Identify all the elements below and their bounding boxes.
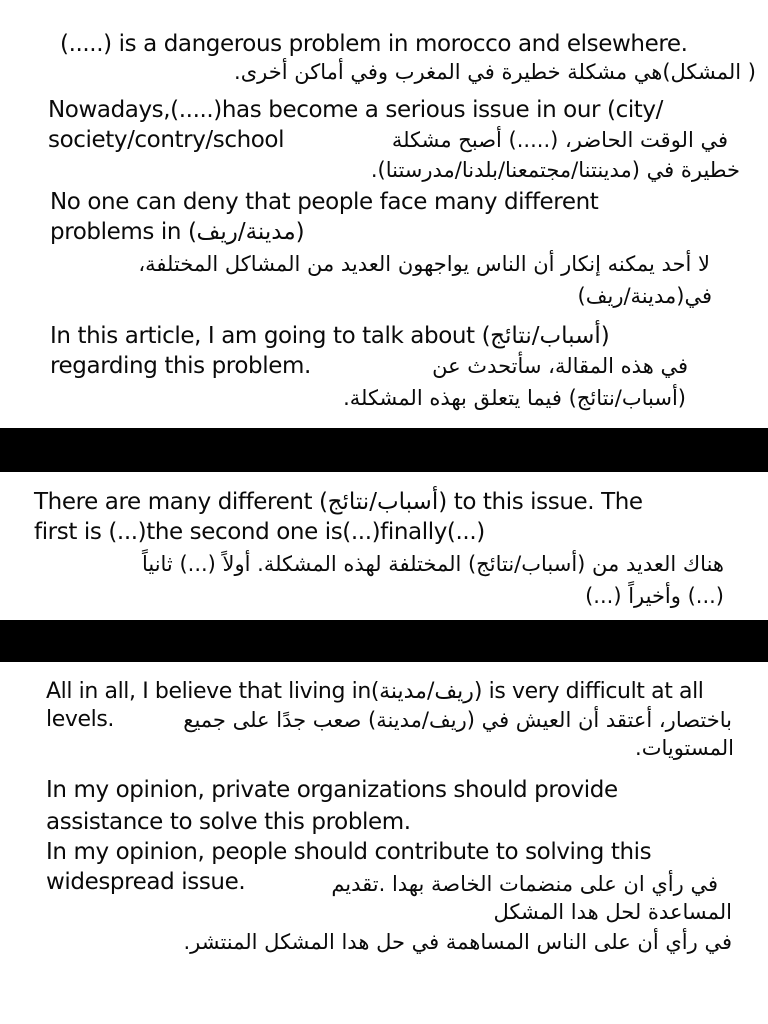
text-line: في الوقت الحاضر، (.....) أصبح مشكلة: [391, 128, 728, 152]
text-line: In this article, I am going to talk about (أسباب/نتائج): [50, 323, 610, 349]
text-line: المستويات.: [635, 736, 734, 760]
text-line: المساعدة لحل هدا المشكل: [493, 900, 732, 924]
text-line: levels.: [46, 707, 114, 732]
text-line: لا أحد يمكنه إنكار أن الناس يواجهون العديد من المشاكل المختلفة،: [138, 252, 710, 276]
text-line: first is (...)the second one is(...)finally(...): [34, 519, 485, 545]
text-line: assistance to solve this problem.: [46, 809, 411, 835]
text-line: All in all, I believe that living in(ريف/مدينة) is very difficult at all: [46, 679, 704, 704]
text-line: (...) وأخيراً (...): [585, 584, 724, 608]
text-line: There are many different (أسباب/نتائج) to this issue. The: [34, 489, 643, 515]
text-line: في(مدينة/ريف): [577, 284, 712, 308]
text-line: In my opinion, private organizations should provide: [46, 777, 618, 803]
text-line: (.....) is a dangerous problem in morocco and elsewhere.: [60, 31, 688, 57]
text-line: In my opinion, people should contribute to solving this: [46, 839, 652, 865]
text-line: widespread issue.: [46, 869, 246, 895]
text-line: هناك العديد من (أسباب/نتائج) المختلفة لهذه المشكلة. أولاً (...) ثانياً: [141, 552, 724, 576]
text-line: (أسباب/نتائج) فيما يتعلق بهذه المشكلة.: [343, 386, 686, 410]
section-divider: [0, 428, 768, 472]
text-line: باختصار، أعتقد أن العيش في (ريف/مدينة) صعب جدًا على جميع: [183, 708, 732, 732]
text-line: في هذه المقالة، سأتحدث عن: [432, 354, 688, 378]
text-line: Nowadays,(.....)has become a serious issue in our (city/: [48, 97, 663, 123]
section-divider: [0, 620, 768, 662]
text-line: في رأي ان على منضمات الخاصة بهدا .تقديم: [331, 872, 718, 896]
text-line: خطيرة في (مدينتنا/مجتمعنا/بلدنا/مدرستنا).: [370, 158, 740, 182]
text-line: في رأي أن على الناس المساهمة في حل هدا المشكل المنتشر.: [183, 930, 732, 954]
text-line: No one can deny that people face many different: [50, 189, 599, 215]
text-line: society/contry/school: [48, 127, 285, 153]
text-line: problems in (مدينة/ريف): [50, 219, 305, 245]
text-line: regarding this problem.: [50, 353, 311, 379]
text-line: ( المشكل)هي مشكلة خطيرة في المغرب وفي أماكن أخرى.: [234, 60, 756, 84]
